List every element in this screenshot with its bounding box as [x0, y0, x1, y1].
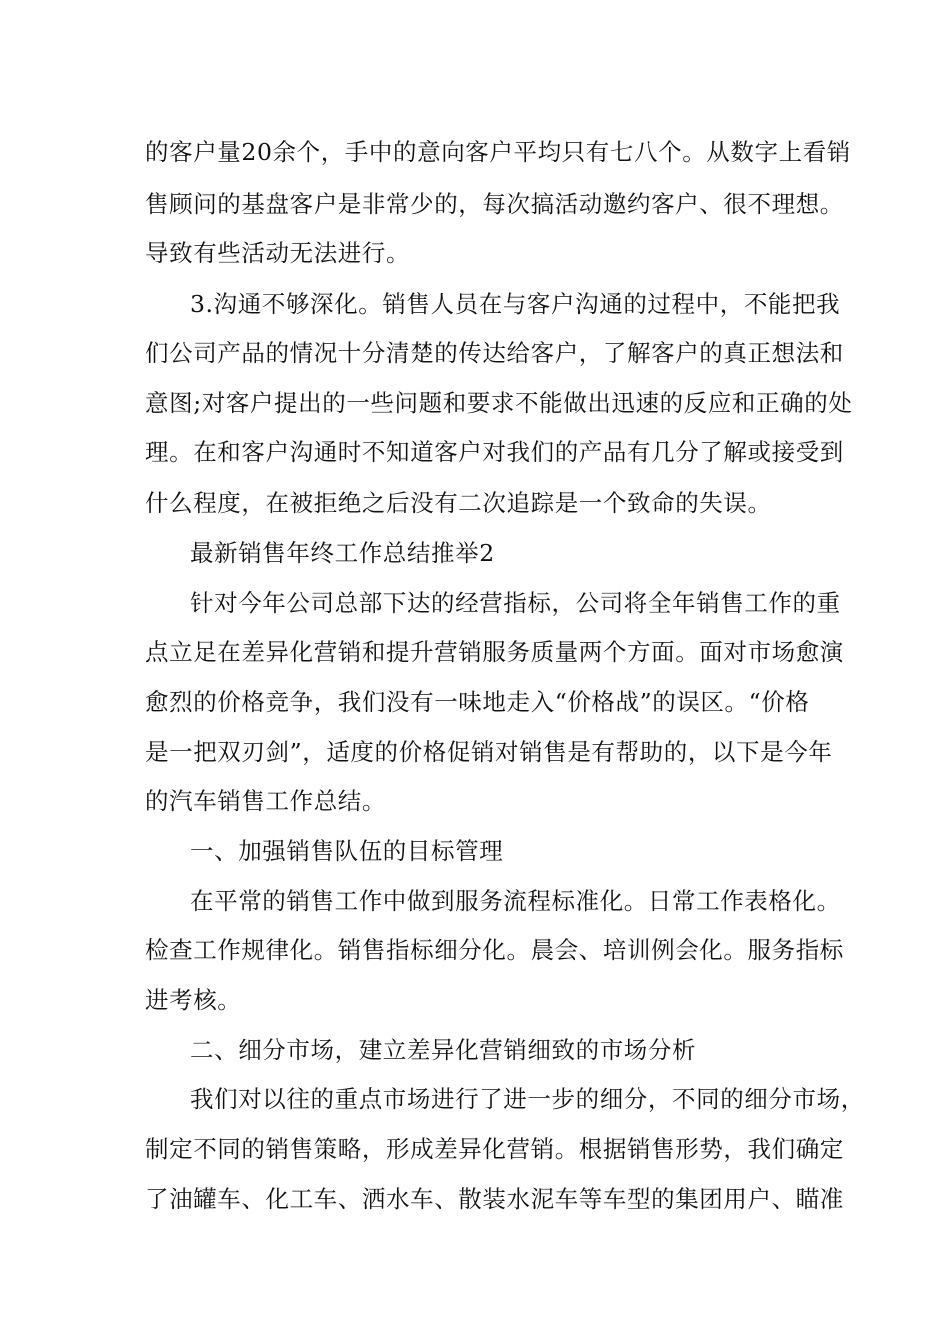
text-line: 们公司产品的情况十分清楚的传达给客户，了解客户的真正想法和: [145, 339, 844, 367]
text-line: 售顾问的基盘客户是非常少的，每次搞活动邀约客户、很不理想。: [145, 190, 844, 218]
text-line: 我们对以往的重点市场进行了进一步的细分，不同的细分市场，: [190, 1085, 865, 1113]
text-line: 3.沟通不够深化。销售人员在与客户沟通的过程中，不能把我: [190, 290, 841, 318]
text-line: 制定不同的销售策略，形成差异化营销。根据销售形势，我们确定: [145, 1135, 844, 1163]
text-line: 在平常的销售工作中做到服务流程标准化。日常工作表格化。: [190, 887, 841, 915]
section-heading: 二、细分市场，建立差异化营销细致的市场分析: [190, 1036, 697, 1064]
text-line: 的汽车销售工作总结。: [145, 787, 386, 815]
section-heading: 一、加强销售队伍的目标管理: [190, 837, 504, 865]
text-line: 什么程度，在被拒绝之后没有二次追踪是一个致命的失误。: [145, 489, 772, 517]
text-line: 愈烈的价格竞争，我们没有一味地走入“价格战”的误区。“价格: [145, 688, 810, 716]
text-line: 点立足在差异化营销和提升营销服务质量两个方面。面对市场愈演: [145, 638, 844, 666]
text-line: 理。在和客户沟通时不知道客户对我们的产品有几分了解或接受到: [145, 438, 844, 466]
text-line: 进考核。: [145, 986, 242, 1014]
section-heading: 最新销售年终工作总结推举2: [190, 539, 495, 567]
text-line: 是一把双刃剑”，适度的价格促销对销售是有帮助的，以下是今年: [145, 738, 833, 766]
text-line: 意图;对客户提出的一些问题和要求不能做出迅速的反应和正确的处: [145, 389, 853, 417]
text-line: 检查工作规律化。销售指标细分化。晨会、培训例会化。服务指标: [145, 936, 844, 964]
text-line: 针对今年公司总部下达的经营指标，公司将全年销售工作的重: [190, 589, 841, 617]
text-line: 的客户量20余个，手中的意向客户平均只有七八个。从数字上看销: [145, 138, 851, 166]
text-line: 了油罐车、化工车、洒水车、散装水泥车等车型的集团用户、瞄准: [145, 1185, 844, 1213]
text-line: 导致有些活动无法进行。: [145, 239, 411, 267]
